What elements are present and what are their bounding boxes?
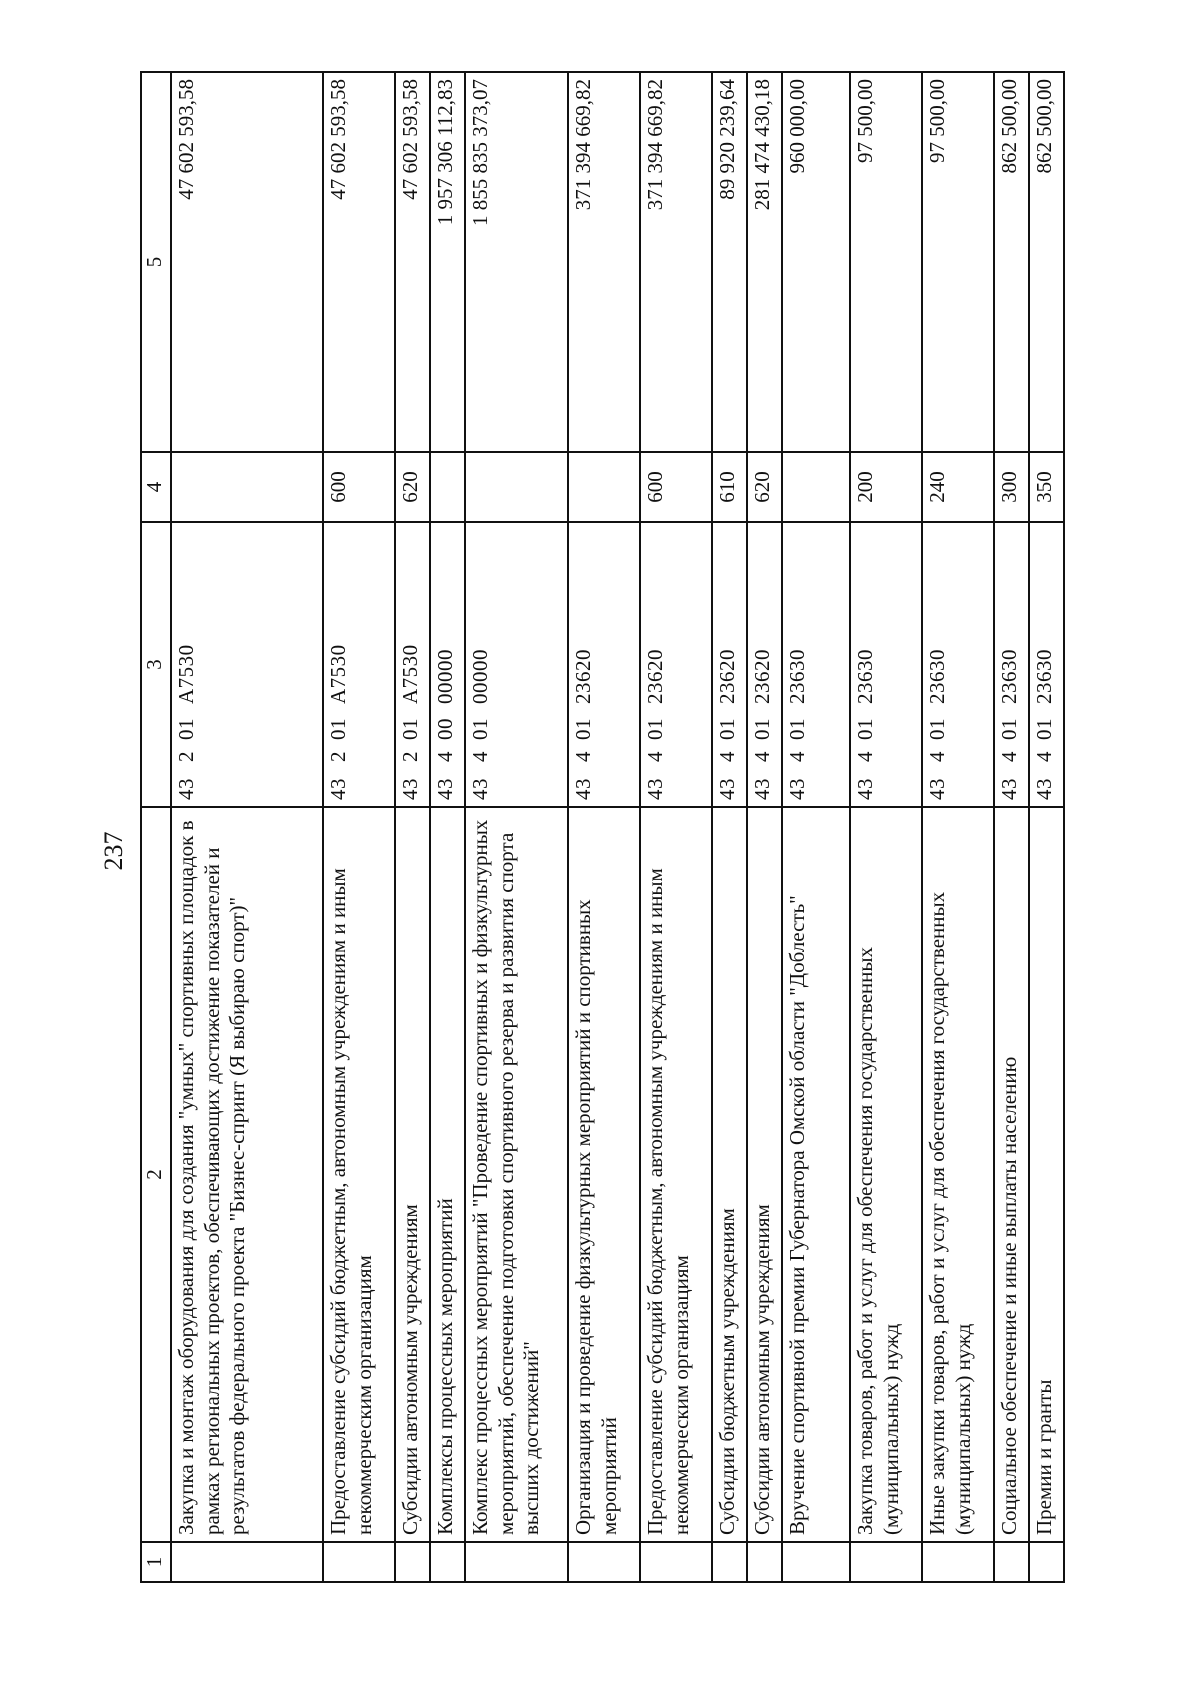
code-segment: 2 [398,751,422,762]
table-row [323,72,395,1582]
header-col-3: 3 [141,522,171,807]
code-segment: 00 [433,718,457,740]
code-segment: 4 [433,751,457,762]
code-segment: 43 [853,778,877,800]
code-segment: А7530 [326,644,350,704]
code-segment: 43 [925,778,949,800]
code-segment: 43 [643,778,667,800]
row-amount-cell: 371 394 669,82 [640,72,712,452]
table-row [171,72,323,1582]
code-segment: 4 [785,751,809,762]
code-segment: 43 [468,778,492,800]
row-number-cell [465,1542,568,1582]
row-amount-cell: 862 500,00 [1029,72,1064,452]
code-segment: 4 [853,751,877,762]
row-expense-type-cell: 620 [747,452,782,522]
row-number-cell [922,1542,994,1582]
row-name-cell: Предоставление субсидий бюджетным, автономным учреждениям и иным некоммерческим организациям [323,807,395,1542]
row-expense-type-cell: 610 [712,452,747,522]
row-number-cell [171,1542,323,1582]
row-code-cell [782,522,850,807]
code-segment: 4 [925,751,949,762]
row-amount-cell: 97 500,00 [922,72,994,452]
row-expense-type-cell: 620 [395,452,430,522]
row-amount-cell: 960 000,00 [782,72,850,452]
row-name-cell: Вручение спортивной премии Губернатора Омской области "Доблесть" [782,807,850,1542]
row-code-cell [994,522,1029,807]
code-segment: 01 [174,718,198,740]
code-segment: 23630 [925,649,949,704]
code-segment: 23630 [997,649,1021,704]
code-segment: 4 [468,751,492,762]
code-segment: 00000 [468,649,492,704]
table-row [465,72,568,1582]
code-segment: 01 [326,718,350,740]
row-expense-type-cell: 300 [994,452,1029,522]
row-expense-type-cell: 600 [640,452,712,522]
row-number-cell [395,1542,430,1582]
code-segment: А7530 [174,644,198,704]
row-code-cell [747,522,782,807]
code-segment: 2 [326,751,350,762]
row-name-cell: Субсидии автономным учреждениям [747,807,782,1542]
code-segment: 23620 [715,649,739,704]
code-segment: 01 [398,718,422,740]
row-number-cell [747,1542,782,1582]
table-row [922,72,994,1582]
row-amount-cell: 281 474 430,18 [747,72,782,452]
row-amount-cell: 89 920 239,64 [712,72,747,452]
row-code-cell [395,522,430,807]
row-code-cell [430,522,465,807]
code-segment: 01 [925,718,949,740]
code-segment: 43 [997,778,1021,800]
code-segment: 43 [433,778,457,800]
row-code-cell [171,522,323,807]
code-segment: 4 [643,751,667,762]
row-name-cell: Премии и гранты [1029,807,1064,1542]
code-segment: 23630 [1032,649,1056,704]
table-row [850,72,922,1582]
code-segment: 43 [785,778,809,800]
table-row [1029,72,1064,1582]
row-expense-type-cell [568,452,640,522]
code-segment: 01 [643,718,667,740]
row-number-cell [323,1542,395,1582]
row-code-cell [712,522,747,807]
row-code-cell [850,522,922,807]
table-row [747,72,782,1582]
row-amount-cell: 1 855 835 373,07 [465,72,568,452]
row-name-cell: Иные закупки товаров, работ и услуг для обеспечения государственных (муниципальных) нужд [922,807,994,1542]
code-segment: 4 [1032,751,1056,762]
row-code-cell [323,522,395,807]
code-segment: 01 [1032,718,1056,740]
row-code-cell [640,522,712,807]
code-segment: 01 [571,718,595,740]
row-name-cell: Организация и проведение физкультурных мероприятий и спортивных мероприятий [568,807,640,1542]
row-number-cell [568,1542,640,1582]
code-segment: 43 [398,778,422,800]
row-name-cell: Предоставление субсидий бюджетным, автономным учреждениям и иным некоммерческим организациям [640,807,712,1542]
row-number-cell [640,1542,712,1582]
row-amount-cell: 862 500,00 [994,72,1029,452]
code-segment: 43 [1032,778,1056,800]
row-amount-cell: 1 957 306 112,83 [430,72,465,452]
row-name-cell: Закупка и монтаж оборудования для создания "умных" спортивных площадок в рамках региональных проектов, обеспечивающих достижение показателей и результатов федерального проекта "Бизнес-спринт (Я выбираю спорт)" [171,807,323,1542]
code-segment: 23620 [571,649,595,704]
row-amount-cell: 371 394 669,82 [568,72,640,452]
code-segment: 43 [174,778,198,800]
code-segment: 43 [571,778,595,800]
budget-table [140,71,1065,1583]
row-amount-cell: 47 602 593,58 [171,72,323,452]
code-segment: 4 [750,751,774,762]
header-col-1: 1 [141,1542,171,1582]
code-segment: 4 [715,751,739,762]
row-code-cell [465,522,568,807]
code-segment: 01 [468,718,492,740]
header-row [141,72,171,1582]
row-code-cell [568,522,640,807]
code-segment: 23620 [750,649,774,704]
row-number-cell [782,1542,850,1582]
code-segment: 23630 [853,649,877,704]
code-segment: 4 [997,751,1021,762]
row-number-cell [994,1542,1029,1582]
row-expense-type-cell [171,452,323,522]
table-row [782,72,850,1582]
row-code-cell [922,522,994,807]
code-segment: 01 [785,718,809,740]
code-segment: 43 [750,778,774,800]
code-segment: 43 [715,778,739,800]
row-number-cell [430,1542,465,1582]
table-row [568,72,640,1582]
table-row [395,72,430,1582]
row-expense-type-cell: 350 [1029,452,1064,522]
header-col-4: 4 [141,452,171,522]
code-segment: 01 [715,718,739,740]
code-segment: 2 [174,751,198,762]
code-segment: 01 [853,718,877,740]
table-row [430,72,465,1582]
code-segment: А7530 [398,644,422,704]
row-number-cell [1029,1542,1064,1582]
table-row [712,72,747,1582]
row-name-cell: Субсидии бюджетным учреждениям [712,807,747,1542]
budget-table-container [140,73,1080,1583]
code-segment: 01 [750,718,774,740]
header-col-2: 2 [141,807,171,1542]
row-code-cell [1029,522,1064,807]
code-segment: 00000 [433,649,457,704]
row-name-cell: Комплекс процессных мероприятий "Проведение спортивных и физкультурных мероприятий, обеспечение подготовки спортивного резерва и развития спорта высших достижений" [465,807,568,1542]
row-expense-type-cell: 200 [850,452,922,522]
row-amount-cell: 47 602 593,58 [395,72,430,452]
page-number: 237 [99,831,128,871]
row-expense-type-cell: 240 [922,452,994,522]
row-name-cell: Социальное обеспечение и иные выплаты населению [994,807,1029,1542]
table-row [994,72,1029,1582]
row-name-cell: Закупка товаров, работ и услуг для обеспечения государственных (муниципальных) нужд [850,807,922,1542]
row-number-cell [712,1542,747,1582]
code-segment: 43 [326,778,350,800]
header-col-5: 5 [141,72,171,452]
row-amount-cell: 97 500,00 [850,72,922,452]
row-name-cell: Комплексы процессных мероприятий [430,807,465,1542]
code-segment: 01 [997,718,1021,740]
code-segment: 23630 [785,649,809,704]
table-row [640,72,712,1582]
row-name-cell: Субсидии автономным учреждениям [395,807,430,1542]
code-segment: 23620 [643,649,667,704]
row-expense-type-cell [465,452,568,522]
row-expense-type-cell [430,452,465,522]
row-expense-type-cell: 600 [323,452,395,522]
row-amount-cell: 47 602 593,58 [323,72,395,452]
row-number-cell [850,1542,922,1582]
code-segment: 4 [571,751,595,762]
row-expense-type-cell [782,452,850,522]
